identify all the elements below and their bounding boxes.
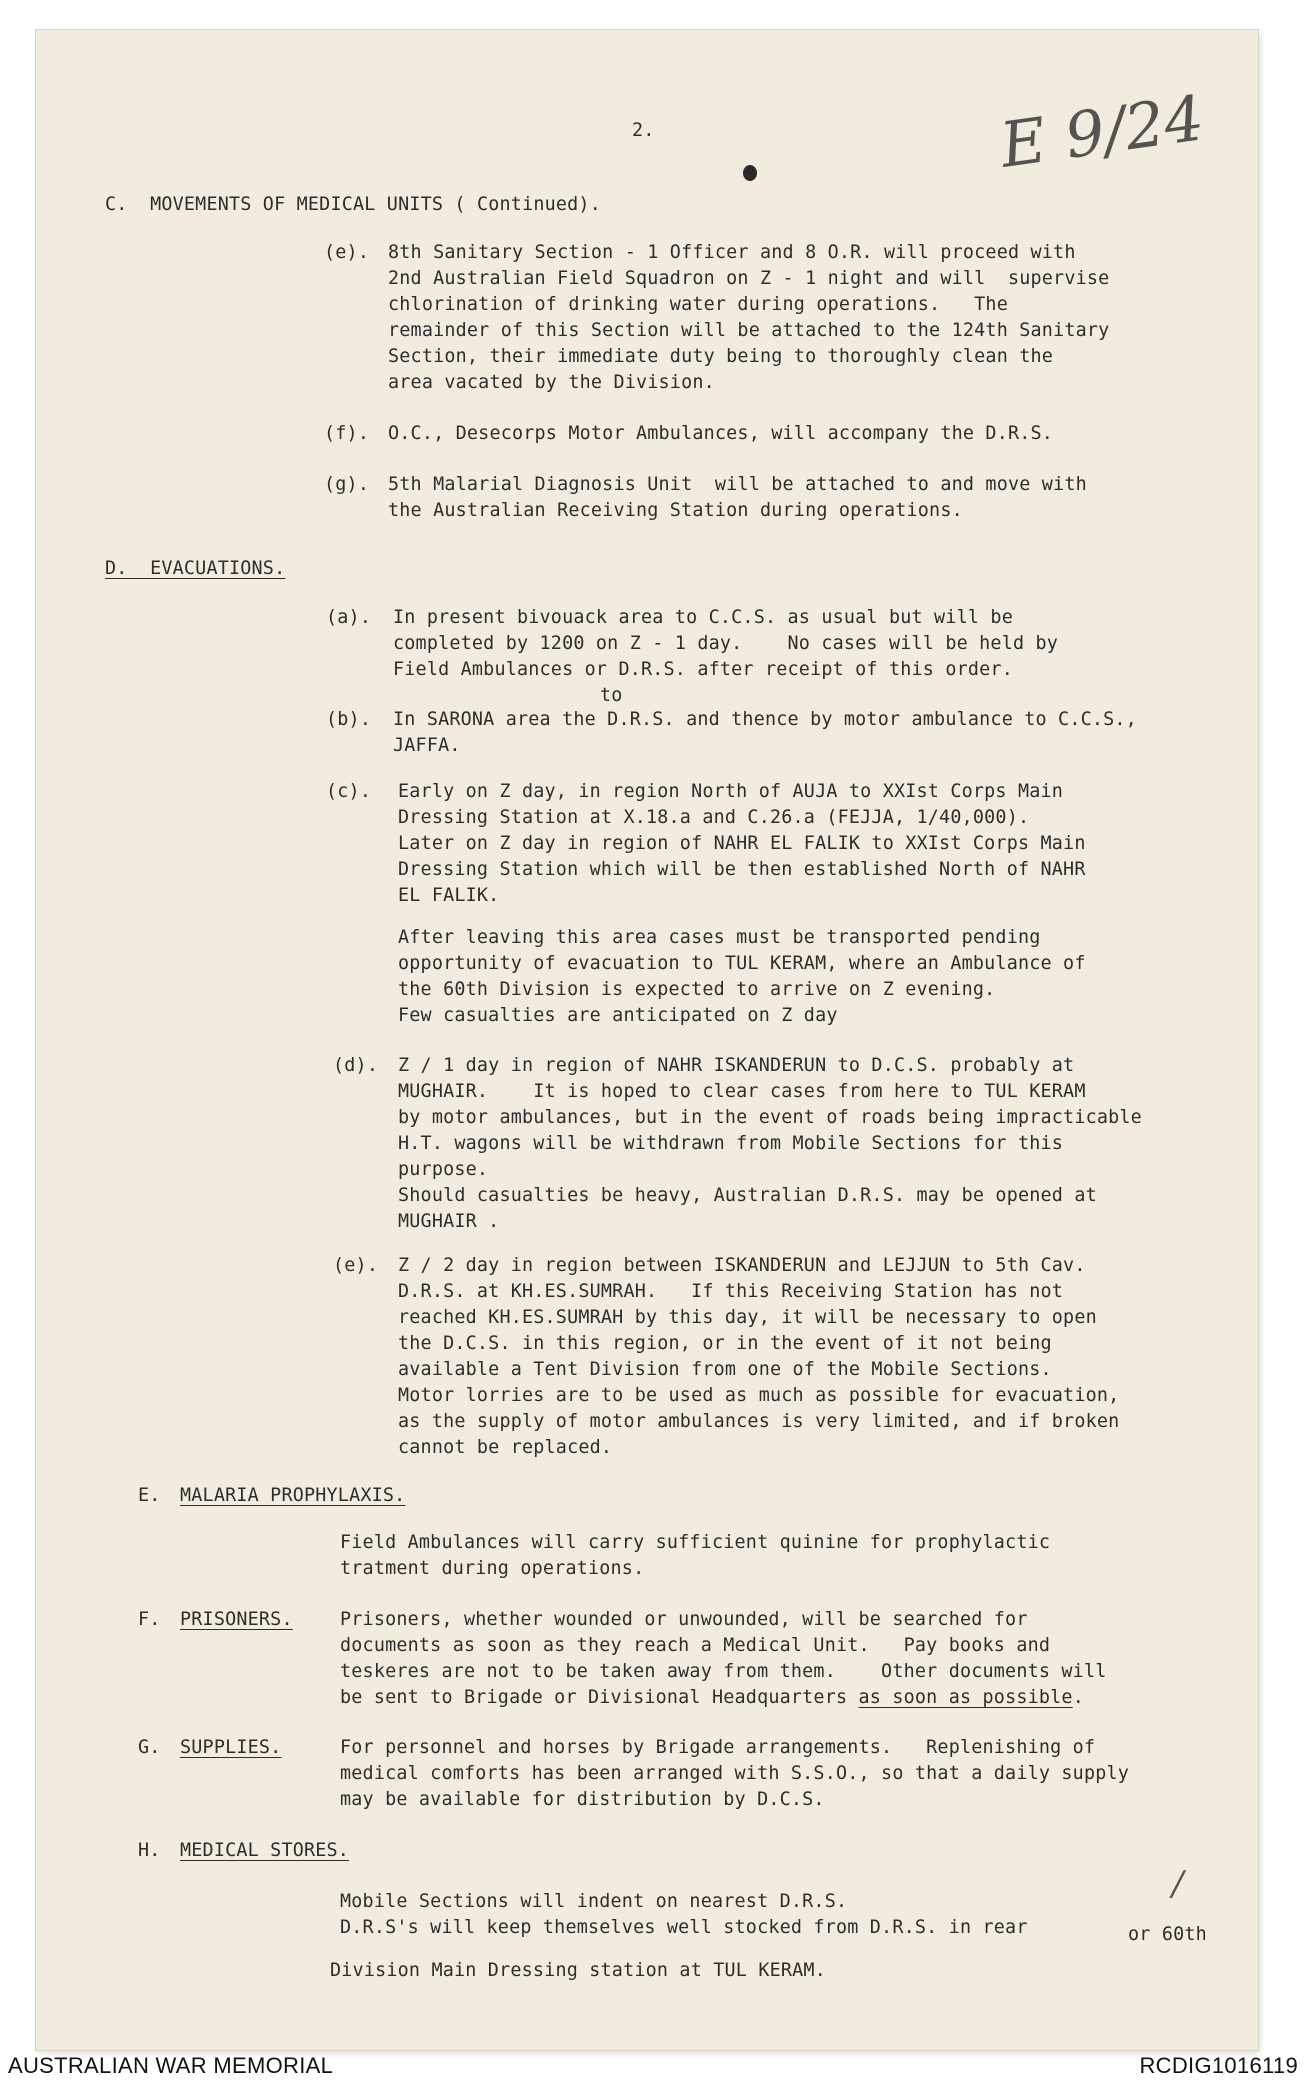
item-d-d-line-6: Should casualties be heavy, Australian D.R.S. may be opened at	[398, 1185, 1097, 1206]
item-d-e-line-7: as the supply of motor ambulances is very limited, and if broken	[398, 1411, 1120, 1432]
item-d-b-line-2: JAFFA.	[393, 735, 461, 756]
section-g-line-2: medical comforts has been arranged with S.S.O., so that a daily supply	[340, 1763, 1130, 1784]
item-c-e-line-6: area vacated by the Division.	[388, 372, 715, 393]
item-d-d-line-5: purpose.	[398, 1159, 489, 1180]
section-f-letter: F.	[138, 1609, 161, 1630]
footer-institution: AUSTRALIAN WAR MEMORIAL	[8, 2053, 334, 2078]
item-c-f-line-1: O.C., Desecorps Motor Ambulances, will accompany the D.R.S.	[388, 423, 1054, 444]
handwritten-archive-reference: E 9/24	[995, 81, 1209, 182]
item-d-c-label: (c).	[326, 781, 372, 802]
item-d-c-line-1: Early on Z day, in region North of AUJA to XXIst Corps Main	[398, 781, 1064, 802]
item-d-a-label: (a).	[326, 607, 372, 628]
item-d-b-line-1: In SARONA area the D.R.S. and thence by motor ambulance to C.C.S.,	[393, 709, 1137, 730]
item-d-e-line-5: available a Tent Division from one of the Mobile Sections.	[398, 1359, 1052, 1380]
section-g-line-3: may be available for distribution by D.C.S.	[340, 1789, 825, 1810]
section-f-line-4-end: .	[1072, 1687, 1084, 1708]
section-e-heading: MALARIA PROPHYLAXIS.	[180, 1485, 406, 1506]
section-d-heading: D. EVACUATIONS.	[105, 558, 286, 579]
section-h-letter: H.	[138, 1840, 161, 1861]
item-c-e-line-4: remainder of this Section will be attached to the 124th Sanitary	[388, 320, 1110, 341]
section-f-line-4	[340, 1685, 1084, 1711]
item-c-e-line-2: 2nd Australian Field Squadron on Z - 1 night and will supervise	[388, 268, 1110, 289]
item-c-g-line-2: the Australian Receiving Station during operations.	[388, 500, 963, 521]
section-e-line-2: tratment during operations.	[340, 1558, 645, 1579]
item-d-d-label: (d).	[333, 1055, 379, 1076]
item-d-e-label: (e).	[333, 1255, 379, 1276]
section-f-underlined-phrase: as soon as possible	[858, 1687, 1073, 1708]
item-d-e-line-4: the D.C.S. in this region, or in the event of it not being	[398, 1333, 1052, 1354]
section-h-line-3: Division Main Dressing station at TUL KERAM.	[330, 1960, 826, 1981]
item-d-a-line-3: Field Ambulances or D.R.S. after receipt of this order.	[393, 659, 1013, 680]
item-d-d-line-1: Z / 1 day in region of NAHR ISKANDERUN to D.C.S. probably at	[398, 1055, 1075, 1076]
item-d-e-line-3: reached KH.ES.SUMRAH by this day, it will be necessary to open	[398, 1307, 1097, 1328]
section-f-heading: PRISONERS.	[180, 1609, 293, 1630]
item-d-e-line-8: cannot be replaced.	[398, 1437, 613, 1458]
item-d-c-para2-line-4: Few casualties are anticipated on Z day	[398, 1005, 838, 1026]
item-d-d-line-7: MUGHAIR .	[398, 1211, 500, 1232]
section-h-heading: MEDICAL STORES.	[180, 1840, 350, 1861]
item-d-c-para2-line-2: opportunity of evacuation to TUL KERAM, where an Ambulance of	[398, 953, 1086, 974]
section-f-line-2: documents as soon as they reach a Medical Unit. Pay books and	[340, 1635, 1051, 1656]
item-d-e-line-2: D.R.S. at KH.ES.SUMRAH. If this Receiving Station has not	[398, 1281, 1064, 1302]
section-h-line-1: Mobile Sections will indent on nearest D.R.S.	[340, 1891, 848, 1912]
section-g-heading: SUPPLIES.	[180, 1737, 282, 1758]
item-d-e-line-1: Z / 2 day in region between ISKANDERUN and LEJJUN to 5th Cav.	[398, 1255, 1086, 1276]
page-number: 2.	[632, 120, 655, 141]
section-g-letter: G.	[138, 1737, 161, 1758]
item-d-c-line-5: EL FALIK.	[398, 885, 500, 906]
item-d-c-para2-line-1: After leaving this area cases must be transported pending	[398, 927, 1041, 948]
item-d-c-line-4: Dressing Station which will be then established North of NAHR	[398, 859, 1086, 880]
section-e-line-1: Field Ambulances will carry sufficient quinine for prophylactic	[340, 1532, 1051, 1553]
section-f-line-3: teskeres are not to be taken away from them. Other documents will	[340, 1661, 1107, 1682]
item-d-c-para2-line-3: the 60th Division is expected to arrive on Z evening.	[398, 979, 996, 1000]
section-g-line-1: For personnel and horses by Brigade arrangements. Replenishing of	[340, 1737, 1096, 1758]
item-d-b-insert: to	[600, 685, 623, 706]
item-c-e-line-5: Section, their immediate duty being to thoroughly clean the	[388, 346, 1054, 367]
item-c-e-line-1: 8th Sanitary Section - 1 Officer and 8 O.R. will proceed with	[388, 242, 1076, 263]
section-h-insert: or 60th	[1128, 1924, 1207, 1945]
section-f-line-4-start: be sent to Brigade or Divisional Headquarters	[340, 1687, 859, 1708]
item-d-a-line-2: completed by 1200 on Z - 1 day. No cases will be held by	[393, 633, 1059, 654]
item-c-g-label: (g).	[324, 474, 370, 495]
item-c-g-line-1: 5th Malarial Diagnosis Unit will be attached to and move with	[388, 474, 1087, 495]
item-d-b-label: (b).	[326, 709, 372, 730]
footer-record-id: RCDIG1016119	[1139, 2053, 1298, 2078]
section-c-heading: C. MOVEMENTS OF MEDICAL UNITS ( Continued).	[105, 194, 601, 215]
item-d-a-line-1: In present bivouack area to C.C.S. as usual but will be	[393, 607, 1013, 628]
item-d-c-line-3: Later on Z day in region of NAHR EL FALIK to XXIst Corps Main	[398, 833, 1086, 854]
section-h-line-2: D.R.S's will keep themselves well stocked from D.R.S. in rear	[340, 1917, 1028, 1938]
section-e-letter: E.	[138, 1485, 161, 1506]
item-d-d-line-3: by motor ambulances, but in the event of roads being impracticable	[398, 1107, 1142, 1128]
item-c-e-line-3: chlorination of drinking water during operations. The	[388, 294, 1008, 315]
item-c-f-label: (f).	[324, 423, 370, 444]
item-d-d-line-4: H.T. wagons will be withdrawn from Mobile Sections for this	[398, 1133, 1064, 1154]
punch-hole	[743, 165, 757, 181]
item-d-e-line-6: Motor lorries are to be used as much as possible for evacuation,	[398, 1385, 1120, 1406]
item-d-d-line-2: MUGHAIR. It is hoped to clear cases from here to TUL KERAM	[398, 1081, 1086, 1102]
handwritten-tick-mark: /	[1172, 1864, 1184, 1904]
item-c-e-label: (e).	[324, 242, 370, 263]
item-d-c-line-2: Dressing Station at X.18.a and C.26.a (FEJJA, 1/40,000).	[398, 807, 1030, 828]
section-f-line-1: Prisoners, whether wounded or unwounded, will be searched for	[340, 1609, 1028, 1630]
